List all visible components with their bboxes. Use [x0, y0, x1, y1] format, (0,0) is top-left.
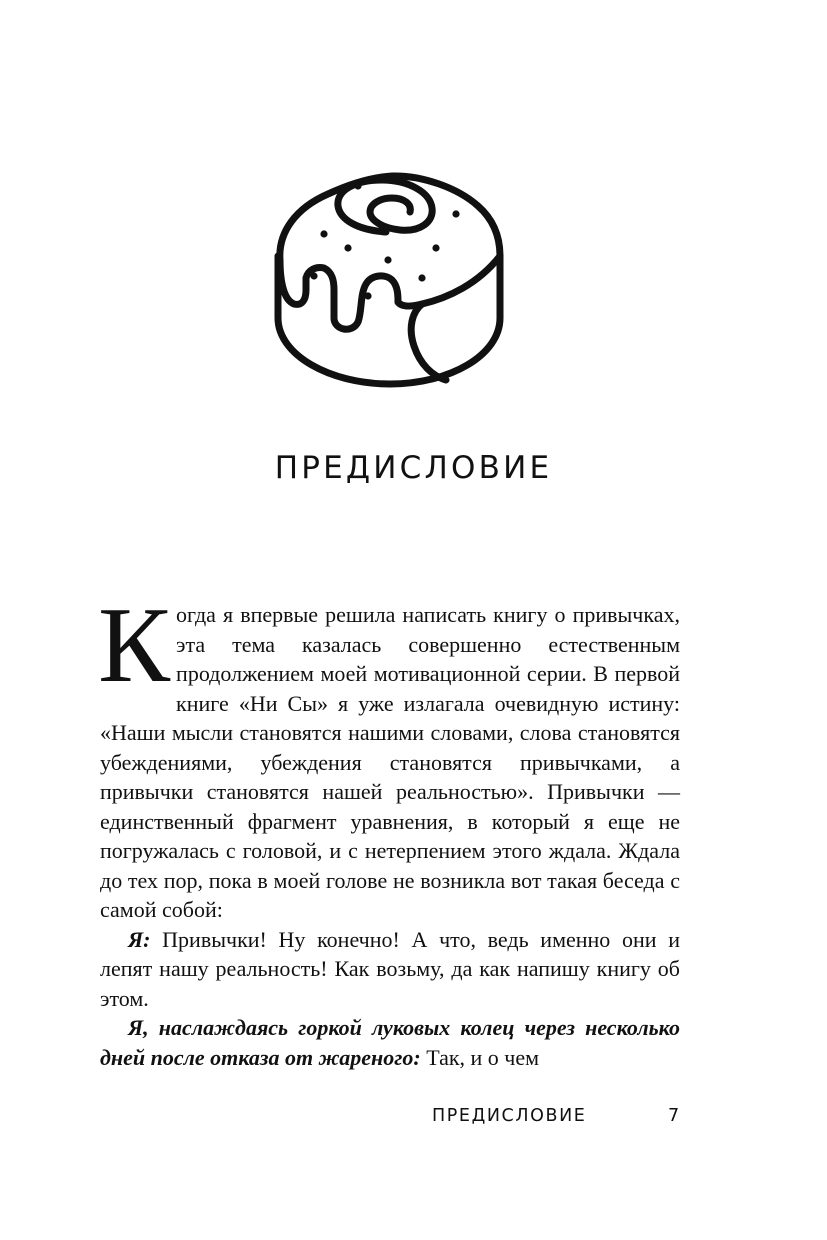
speaker-label: Я: — [128, 926, 151, 952]
paragraph-1-text: огда я впервые решила написать книгу о привычках, эта тема казалась совершенно естественным продолжением моей мотивационной серии. В первой книге «Ни Сы» я уже излагала очевидную истину: «Наши мысли становятся нашими словами, слова становятся убеждениями, убеждения становятся привычками, а привычки становятся нашей реальностью». Привычки — единственный фрагмент уравнения, в который я еще не погружалась с головой, и с нетерпением этого ждала. Ждала до тех пор, пока в моей голове не возникла вот такая беседа с самой собой: — [100, 602, 680, 922]
paragraph-2-text: Привычки! Ну конечно! А что, ведь именно они и лепят нашу реальность! Как возьму, да как напишу книгу об этом. — [100, 926, 680, 1011]
chapter-title: ПРЕДИСЛОВИЕ — [274, 450, 553, 486]
speaker-label: Я, наслаждаясь горкой луковых колец через несколько дней после отказа от жареного: — [100, 1015, 680, 1070]
cinnamon-roll-icon — [272, 170, 504, 392]
paragraph-1 — [98, 586, 680, 925]
paragraph-3 — [100, 1013, 680, 1072]
page-number: 7 — [668, 1106, 680, 1126]
paragraph-3-text: Так, и о чем — [420, 1044, 540, 1070]
running-title: ПРЕДИСЛОВИЕ — [432, 1106, 587, 1126]
dropcap: К — [98, 586, 171, 705]
body-text — [98, 586, 680, 1072]
paragraph-2 — [100, 925, 680, 1014]
